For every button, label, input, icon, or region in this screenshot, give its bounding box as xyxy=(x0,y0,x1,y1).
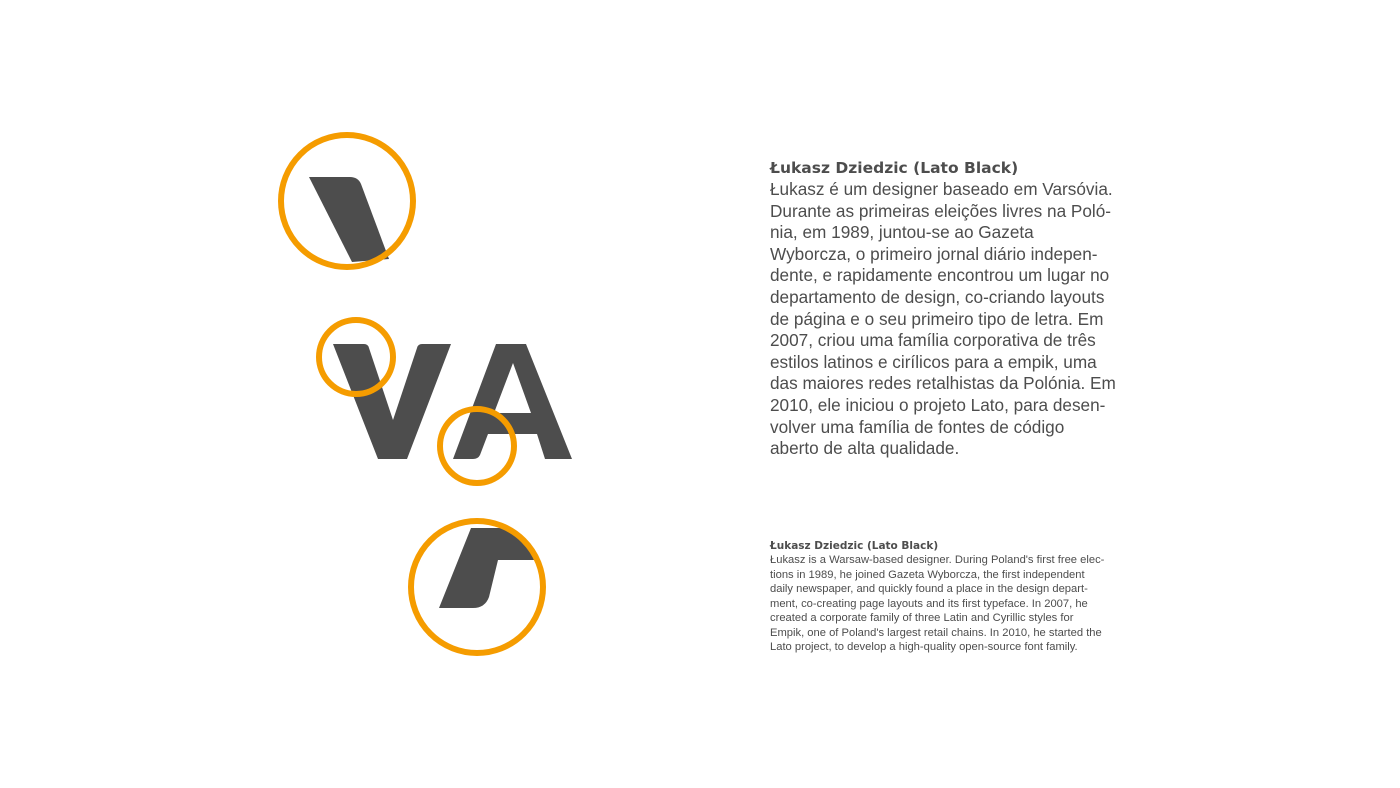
bio-line-en: Empik, one of Poland's largest retail chains. In 2010, he started the xyxy=(770,626,1102,639)
designer-bio-portuguese xyxy=(770,157,1140,460)
va-letters xyxy=(319,320,572,483)
bio-line-en: daily newspaper, and quickly found a place in the design depart- xyxy=(770,583,1088,595)
bio-line-en: Lato project, to develop a high-quality open-source font family. xyxy=(770,641,1078,653)
bio-line-pt: volver uma família de fontes de código xyxy=(770,416,1065,437)
bio-line-en: ment, co-creating page layouts and its first typeface. In 2007, he xyxy=(770,597,1088,610)
bio-line-pt: nia, em 1989, juntou-se ao Gazeta xyxy=(770,222,1034,243)
v-stroke-detail xyxy=(281,135,413,267)
bio-title-en: Łukasz Dziedzic (Lato Black) xyxy=(770,540,939,552)
bio-line-pt: de página e o seu primeiro tipo de letra. Em xyxy=(770,308,1104,329)
bio-line-pt: das maiores redes retalhistas da Polónia. Em xyxy=(770,373,1116,394)
v-stroke-shape xyxy=(309,177,389,262)
bio-line-pt: Wyborcza, o primeiro jornal diário indepen- xyxy=(770,243,1098,264)
bio-title-pt: Łukasz Dziedzic (Lato Black) xyxy=(770,159,1019,177)
bio-line-pt: 2010, ele iniciou o projeto Lato, para desen- xyxy=(770,394,1106,415)
designer-bio-english xyxy=(770,539,1140,655)
bio-line-en: tions in 1989, he joined Gazeta Wyborcza, the first independent xyxy=(770,568,1085,581)
bio-line-pt: departamento de design, co-criando layouts xyxy=(770,286,1105,307)
bio-line-pt: Durante as primeiras eleições livres na Poló- xyxy=(770,200,1112,221)
bio-line-pt: estilos latinos e cirílicos para a empik, uma xyxy=(770,351,1097,372)
bio-line-pt: 2007, criou uma família corporativa de três xyxy=(770,330,1096,351)
bio-line-pt: dente, e rapidamente encontrou um lugar no xyxy=(770,265,1110,286)
bio-line-pt: Łukasz é um designer baseado em Varsóvia. xyxy=(770,179,1113,199)
bio-line-en: Łukasz is a Warsaw-based designer. During Poland's first free elec- xyxy=(770,554,1105,566)
bio-line-pt: aberto de alta qualidade. xyxy=(770,438,960,459)
bio-line-en: created a corporate family of three Latin and Cyrillic styles for xyxy=(770,612,1074,624)
a-foot-detail xyxy=(411,521,543,653)
